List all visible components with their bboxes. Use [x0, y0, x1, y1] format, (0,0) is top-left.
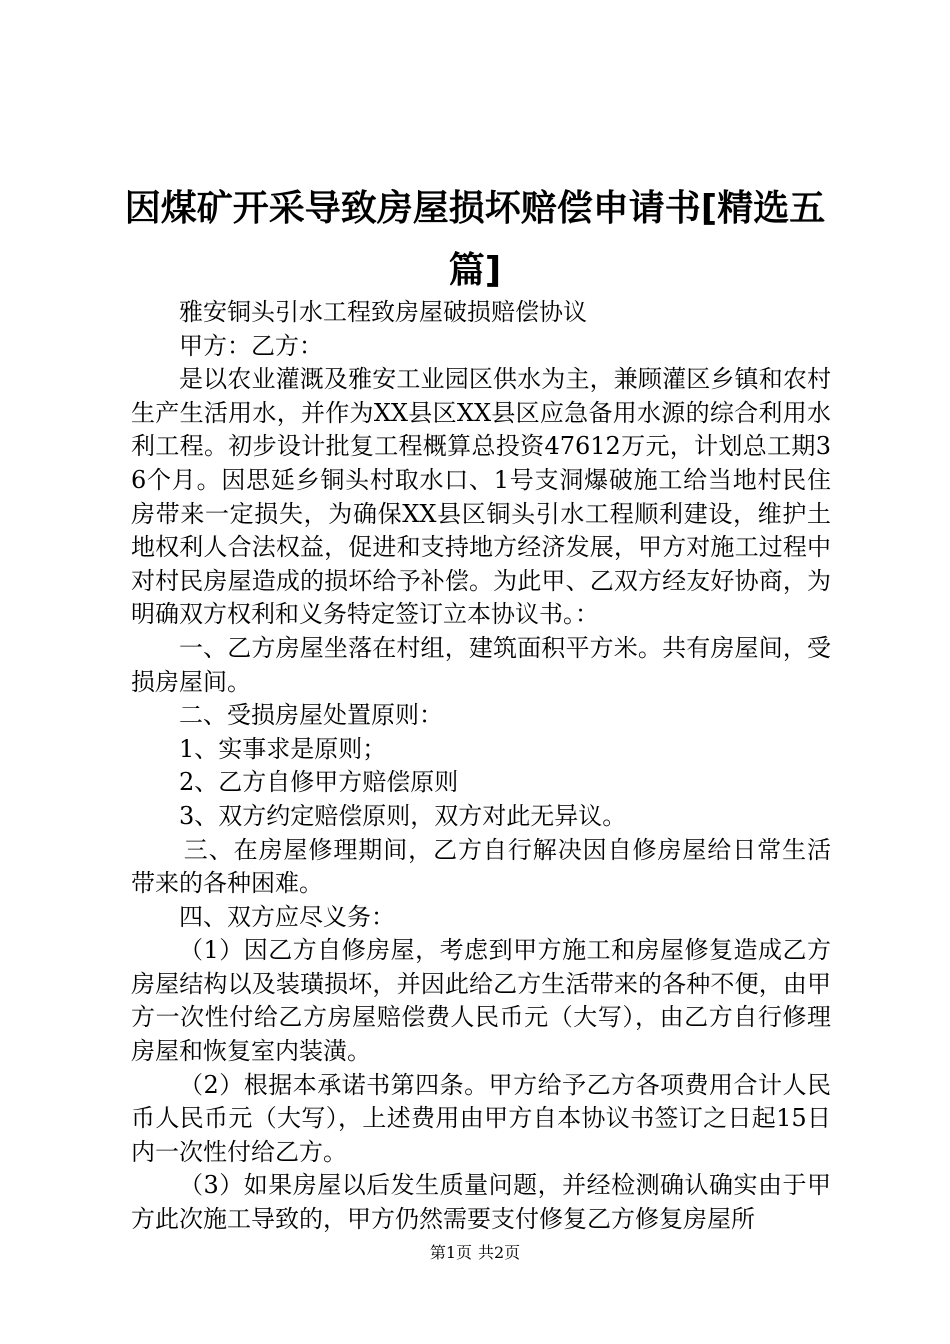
page-number-total: 共2页 — [478, 1243, 521, 1262]
paragraph-clause-2: 二、受损房屋处置原则： — [179, 701, 443, 730]
document-body — [131, 296, 831, 1237]
paragraph-clause-3: 三、在房屋修理期间，乙方自行解决因自修房屋给日常生活带来的各种困难。 — [131, 835, 831, 898]
paragraph-principle-1: 1、实事求是原则； — [179, 734, 387, 763]
paragraph-parties: 甲方：乙方： — [179, 331, 323, 360]
paragraph-obligation-1: （1）因乙方自修房屋，考虑到甲方施工和房屋修复造成乙方房屋结构以及装璜损坏，并因此给乙方生活带来的各种不便，由甲方一次性付给乙方房屋赔偿费人民币元（大写），由乙方自行修理房屋和恢复室内装潢。 — [131, 936, 831, 1066]
paragraph-obligation-2: （2）根据本承诺书第四条。甲方给予乙方各项费用合计人民币人民币元（大写），上述费用由甲方自本协议书签订之日起15日内一次性付给乙方。 — [131, 1070, 831, 1166]
paragraph-principle-2: 2、乙方自修甲方赔偿原则 — [179, 768, 459, 797]
paragraph-agreement-name: 雅安铜头引水工程致房屋破损赔偿协议 — [179, 298, 587, 326]
paragraph-principle-3: 3、双方约定赔偿原则，双方对此无异议。 — [179, 801, 627, 830]
paragraph-clause-4: 四、双方应尽义务： — [179, 902, 395, 931]
page-number-current: 第1页 — [429, 1243, 472, 1262]
paragraph-background: 是以农业灌溉及雅安工业园区供水为主，兼顾灌区乡镇和农村生产生活用水，并作为XX县区XX县区应急备用水源的综合利用水利工程。初步设计批复工程概算总投资47612万元，计划总工期36个月。因思延乡铜头村取水口、1号支洞爆破施工给当地村民住房带来一定损失，为确保XX县区铜头引水工程顺利建设，维护土地权利人合法权益，促进和支持地方经济发展，甲方对施工过程中对村民房屋造成的损坏给予补偿。为此甲、乙双方经友好协商，为明确双方权利和义务特定签订立本协议书。： — [131, 365, 831, 629]
paragraph-obligation-3: （3）如果房屋以后发生质量问题，并经检测确认确实由于甲方此次施工导致的，甲方仍然需要支付修复乙方修复房屋所 — [131, 1171, 831, 1234]
page-footer — [0, 1242, 950, 1264]
document-title: 因煤矿开采导致房屋损坏赔偿申请书[精选五篇] — [124, 188, 826, 291]
paragraph-clause-1: 一、乙方房屋坐落在村组，建筑面积平方米。共有房屋间，受损房屋间。 — [131, 633, 831, 696]
